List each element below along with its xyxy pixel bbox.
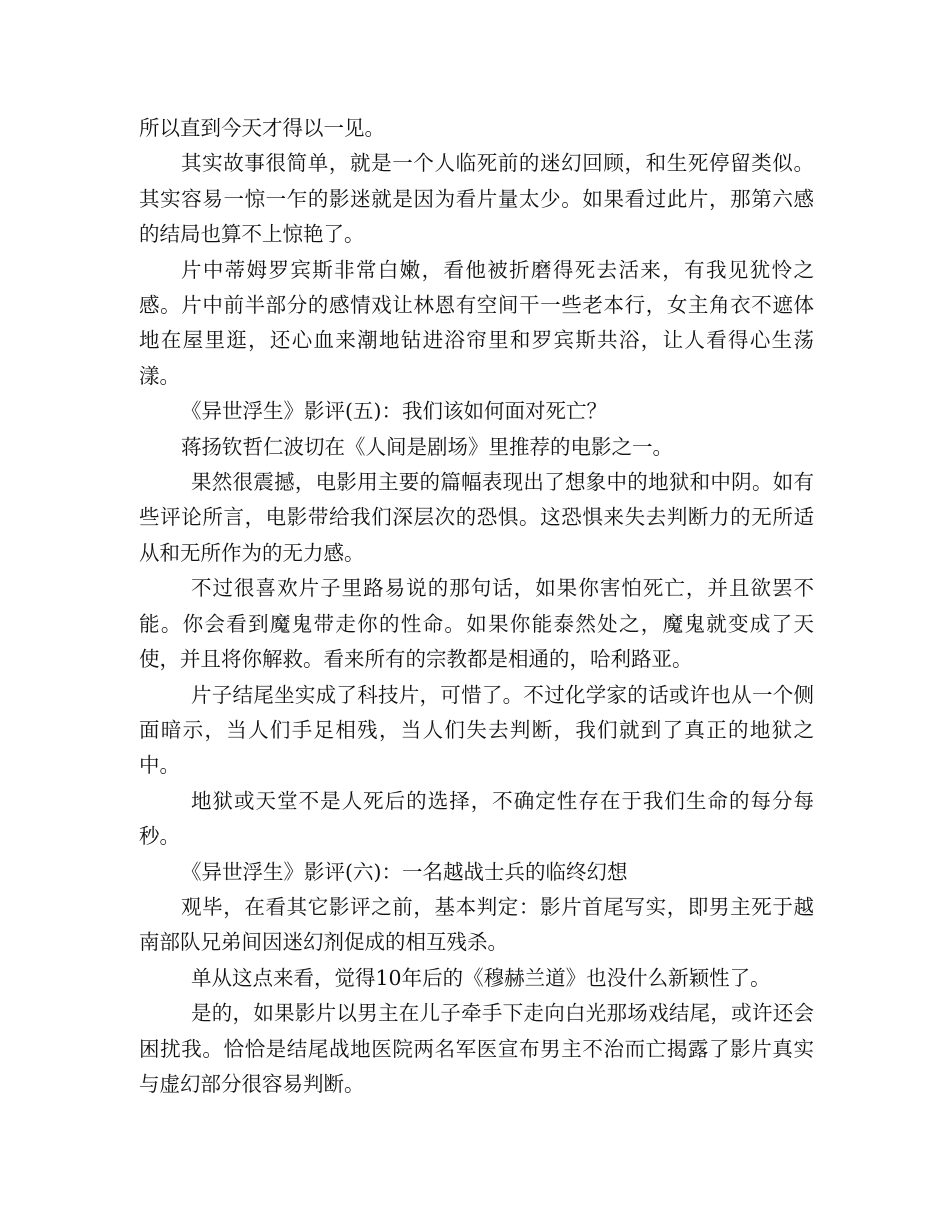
paragraph-continuation: 所以直到今天才得以一见。	[139, 116, 385, 140]
paragraph-recommendation: 蒋扬钦哲仁波切在《人间是剧场》里推荐的电影之一。	[181, 434, 673, 459]
paragraph-story-summary: 其实故事很简单，就是一个人临死前的迷幻回顾，和生死停留类似。其实容易一惊一乍的影迷就是因为看片量太少。如果看过此片，那第六感的结局也算不上惊艳了。	[139, 151, 814, 247]
review-heading-six: 《异世浮生》影评(六)：一名越战士兵的临终幻想	[181, 859, 628, 884]
paragraph-final: 是的，如果影片以男主在儿子牵手下走向白光那场戏结尾，或许还会困扰我。恰恰是结尾战地医院两名军医宣布男主不治而亡揭露了影片真实与虚幻部分很容易判断。	[139, 1001, 814, 1096]
paragraph-judgement: 观毕，在看其它影评之前，基本判定：影片首尾写实，即男主死于越南部队兄弟间因迷幻剂促成的相互残杀。	[139, 894, 814, 955]
paragraph-shock: 果然很震撼，电影用主要的篇幅表现出了想象中的地狱和中阴。如有些评论所言，电影带给我们深层次的恐惧。这恐惧来失去判断力的无所适从和无所作为的无力感。	[139, 470, 814, 565]
paragraph-mulholland: 单从这点来看，觉得10年后的《穆赫兰道》也没什么新颖性了。	[191, 965, 771, 990]
paragraph-heaven-hell: 地狱或天堂不是人死后的选择，不确定性存在于我们生命的每分每秒。	[139, 788, 814, 849]
review-heading-five: 《异世浮生》影评(五)：我们该如何面对死亡？	[181, 399, 607, 424]
document-body	[139, 111, 814, 1102]
paragraph-actor-notes: 片中蒂姆罗宾斯非常白嫩，看他被折磨得死去活来，有我见犹怜之感。片中前半部分的感情戏让林恩有空间干一些老本行，女主角衣不遮体地在屋里逛，还心血来潮地钻进浴帘里和罗宾斯共浴，让人看得心生荡漾。	[139, 257, 814, 388]
paragraph-ending: 片子结尾坐实成了科技片，可惜了。不过化学家的话或许也从一个侧面暗示，当人们手足相残，当人们失去判断，我们就到了真正的地狱之中。	[139, 682, 814, 778]
paragraph-louis-quote: 不过很喜欢片子里路易说的那句话，如果你害怕死亡，并且欲罢不能。你会看到魔鬼带走你的性命。如果你能泰然处之，魔鬼就变成了天使，并且将你解救。看来所有的宗教都是相通的，哈利路亚。	[139, 576, 814, 672]
